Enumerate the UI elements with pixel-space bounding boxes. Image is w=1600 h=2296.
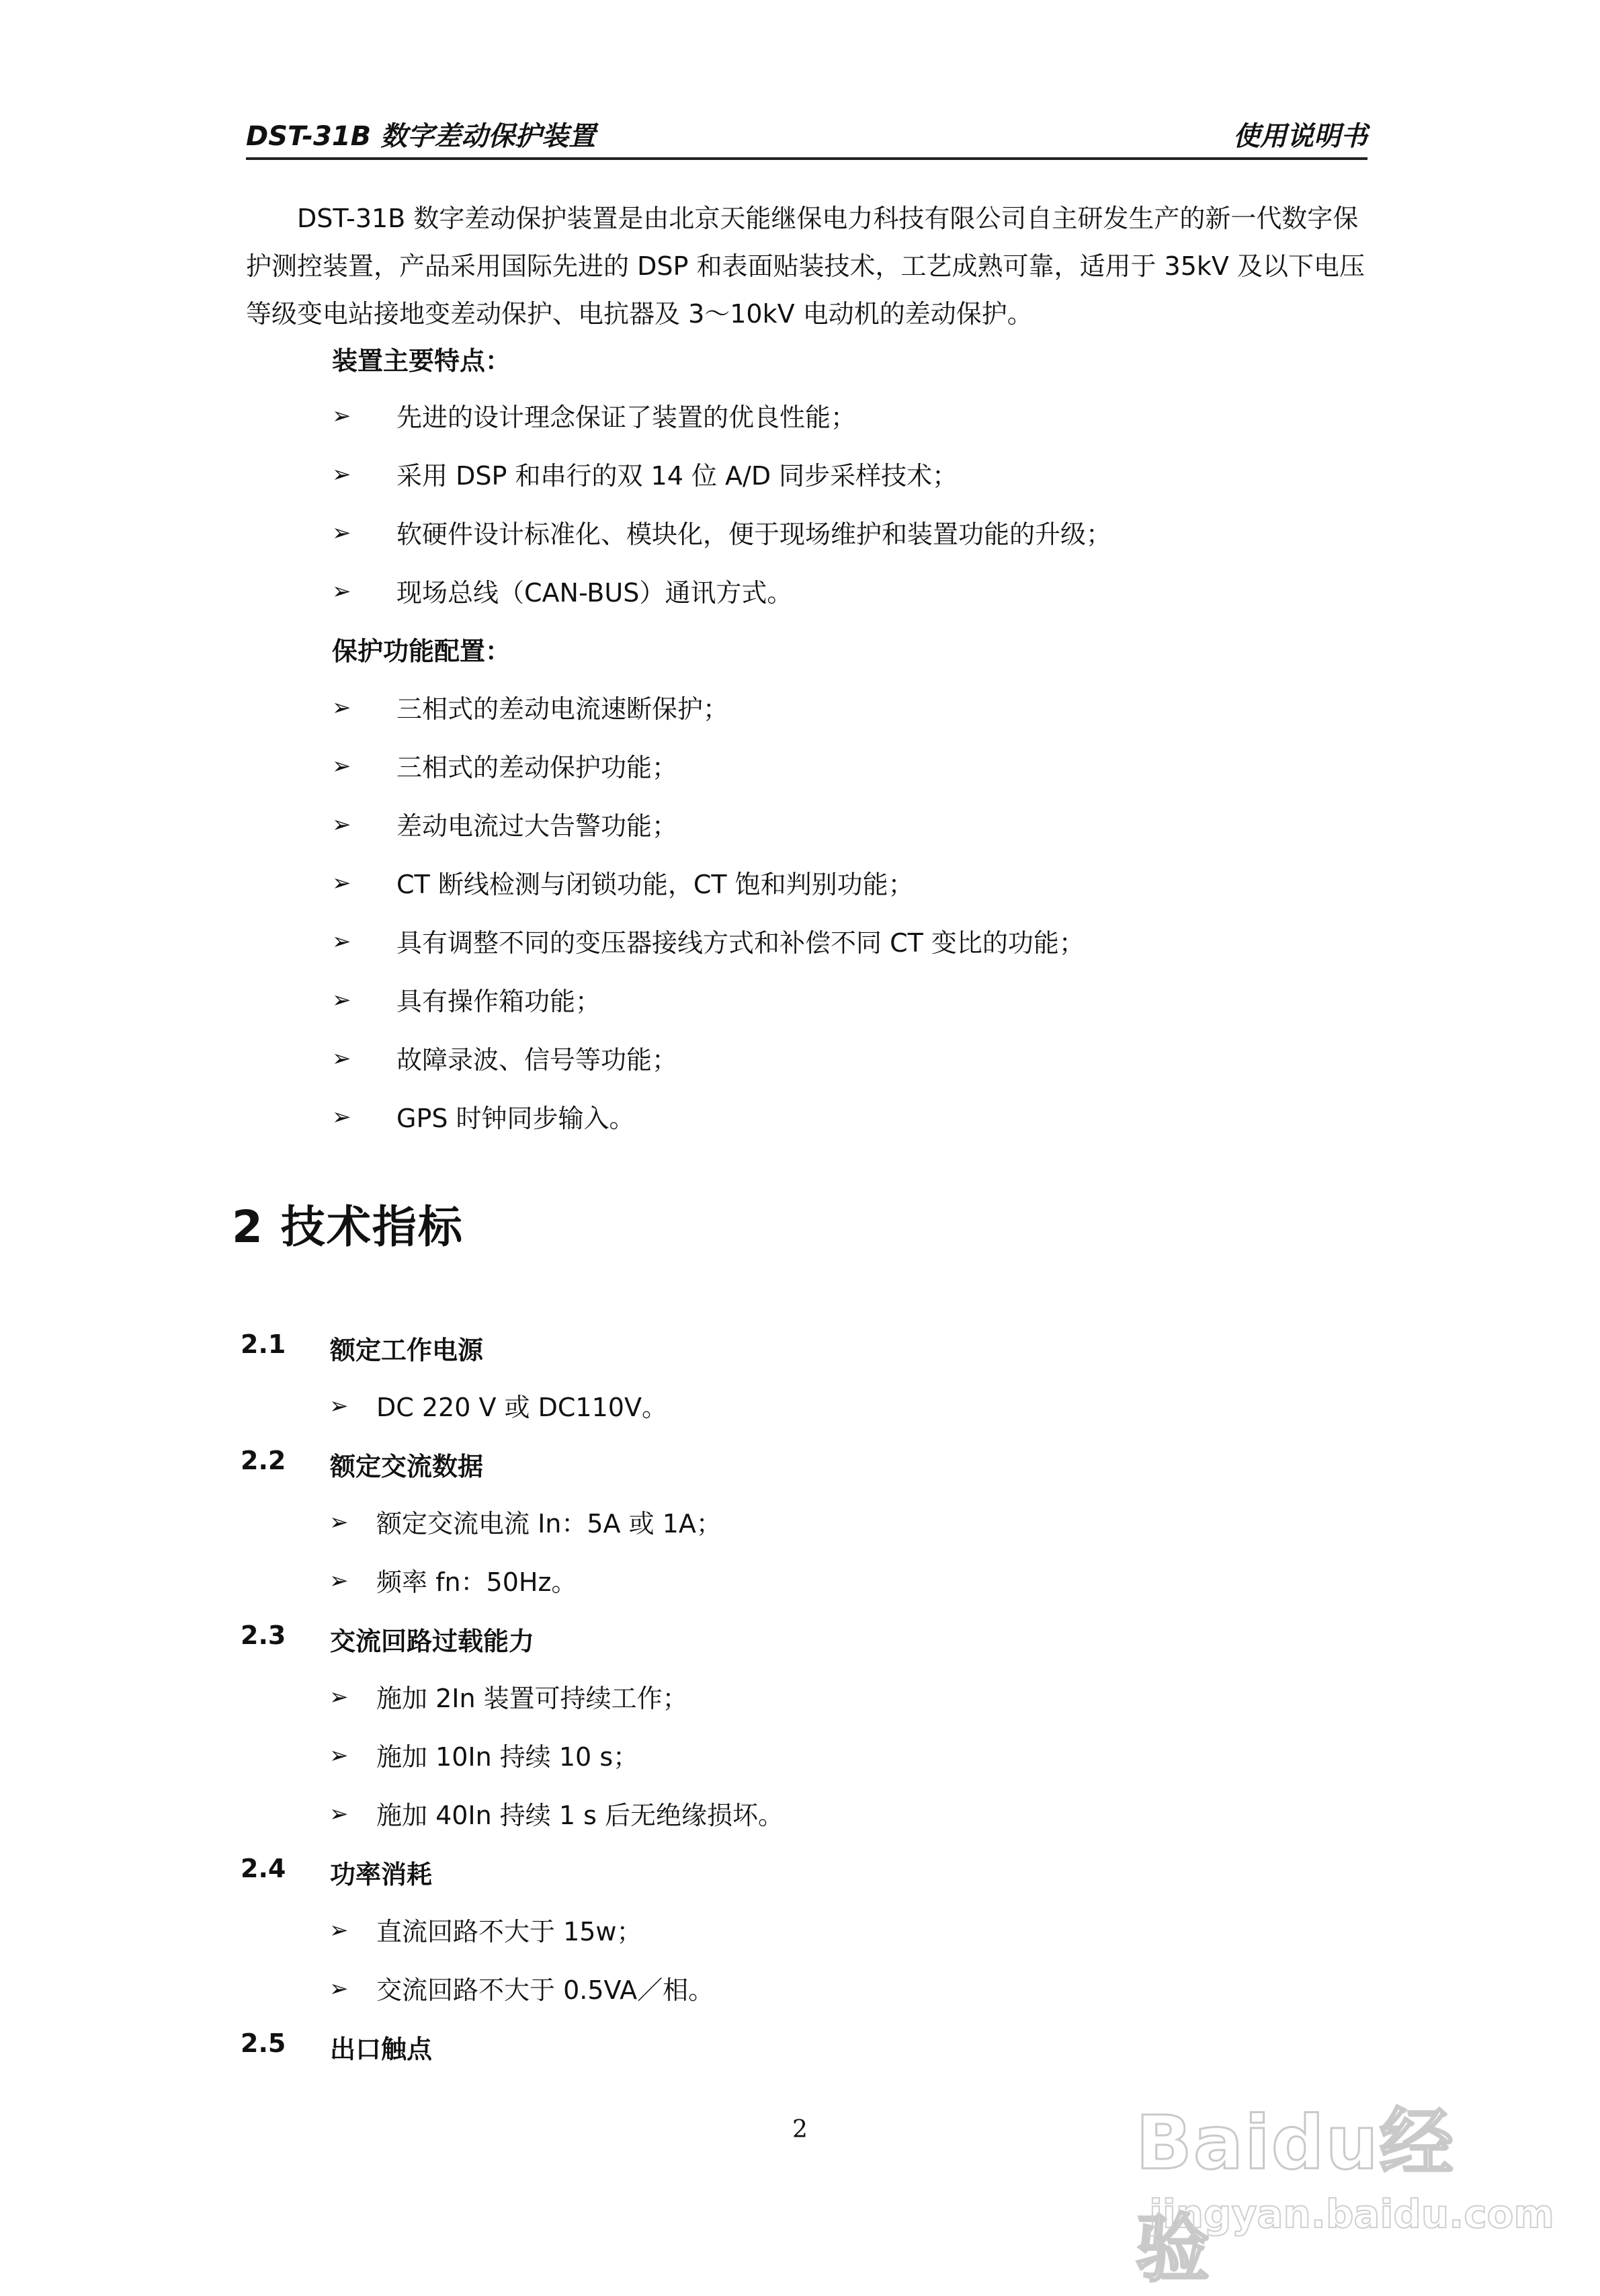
subsection-title: 额定交流数据 [330,1452,484,1481]
arrowhead-bullet-icon: ➢ [332,811,351,838]
arrowhead-bullet-icon: ➢ [332,403,351,429]
section-title: 2 技术指标 [232,1201,464,1253]
subsection-number: 2.2 [241,1446,286,1475]
list-item-text: 先进的设计理念保证了装置的优良性能； [396,403,857,432]
subsection-number: 2.3 [241,1621,286,1650]
list-item-text: 施加 40In 持续 1 s 后无绝缘损坏。 [376,1801,784,1830]
subsection-title: 功率消耗 [330,1860,433,1889]
arrowhead-bullet-icon: ➢ [329,1567,349,1594]
watermark-logo: Baidu经验 [1136,2100,1455,2292]
list-item-text: GPS 时钟同步输入。 [396,1104,635,1133]
list-item-text: CT 断线检测与闭锁功能，CT 饱和判别功能； [396,870,914,899]
list-item-text: 额定交流电流 In：5A 或 1A； [376,1509,722,1539]
header-doc-type: 使用说明书 [1233,121,1367,152]
features-heading: 装置主要特点： [332,346,511,376]
arrowhead-bullet-icon: ➢ [332,694,351,721]
list-item-text: 三相式的差动保护功能； [396,753,678,782]
arrowhead-bullet-icon: ➢ [332,1104,351,1131]
arrowhead-bullet-icon: ➢ [332,987,351,1014]
list-item-text: 施加 2In 装置可持续工作； [376,1684,688,1713]
header-rule [246,157,1367,160]
protection-heading: 保护功能配置： [332,637,511,666]
arrowhead-bullet-icon: ➢ [332,870,351,897]
arrowhead-bullet-icon: ➢ [329,1975,349,2002]
watermark-url: jingyan.baidu.com [1149,2191,1554,2237]
list-item-text: 三相式的差动电流速断保护； [396,694,729,724]
page-number: 2 [792,2116,808,2143]
list-item-text: 频率 fn：50Hz。 [376,1567,577,1597]
arrowhead-bullet-icon: ➢ [329,1917,349,1944]
arrowhead-bullet-icon: ➢ [332,520,351,546]
list-item-text: 现场总线（CAN-BUS）通讯方式。 [396,578,793,608]
arrowhead-bullet-icon: ➢ [329,1393,349,1420]
baidu-watermark [1136,2084,1554,2292]
arrowhead-bullet-icon: ➢ [332,578,351,605]
arrowhead-bullet-icon: ➢ [332,753,351,780]
list-item-text: 差动电流过大告警功能； [396,811,678,841]
arrowhead-bullet-icon: ➢ [332,928,351,955]
list-item-text: 具有操作箱功能； [396,987,601,1016]
arrowhead-bullet-icon: ➢ [329,1509,349,1536]
list-item-text: 交流回路不大于 0.5VA／相。 [376,1975,714,2005]
header-product-title: DST-31B 数字差动保护装置 [246,121,596,152]
running-header [246,113,1367,160]
subsection-number: 2.1 [241,1329,286,1359]
subsection-number: 2.5 [241,2028,286,2058]
arrowhead-bullet-icon: ➢ [332,1045,351,1072]
subsection-title: 交流回路过载能力 [330,1627,535,1656]
list-item-text: 软硬件设计标准化、模块化，便于现场维护和装置功能的升级； [396,520,1112,549]
list-item-text: 故障录波、信号等功能； [396,1045,678,1075]
subsection-title: 出口触点 [330,2035,433,2064]
arrowhead-bullet-icon: ➢ [329,1801,349,1828]
arrowhead-bullet-icon: ➢ [329,1742,349,1769]
subsection-number: 2.4 [241,1854,286,1883]
list-item-text: 直流回路不大于 15w； [376,1917,642,1946]
arrowhead-bullet-icon: ➢ [329,1684,349,1711]
list-item-text: DC 220 V 或 DC110V。 [376,1393,667,1422]
list-item-text: 施加 10In 持续 10 s； [376,1742,639,1772]
list-item-text: 具有调整不同的变压器接线方式和补偿不同 CT 变比的功能； [396,928,1085,958]
list-item-text: 采用 DSP 和串行的双 14 位 A/D 同步采样技术； [396,461,958,491]
subsection-title: 额定工作电源 [330,1336,484,1365]
arrowhead-bullet-icon: ➢ [332,461,351,488]
intro-paragraph: DST-31B 数字差动保护装置是由北京天能继保电力科技有限公司自主研发生产的新一代数字保护测控装置，产品采用国际先进的 DSP 和表面贴装技术，工艺成熟可靠，适用于 35kV 及以下电压等级变电站接地变差动保护、电抗器及 3～10kV 电动机的差动保护。 [246,204,1365,329]
